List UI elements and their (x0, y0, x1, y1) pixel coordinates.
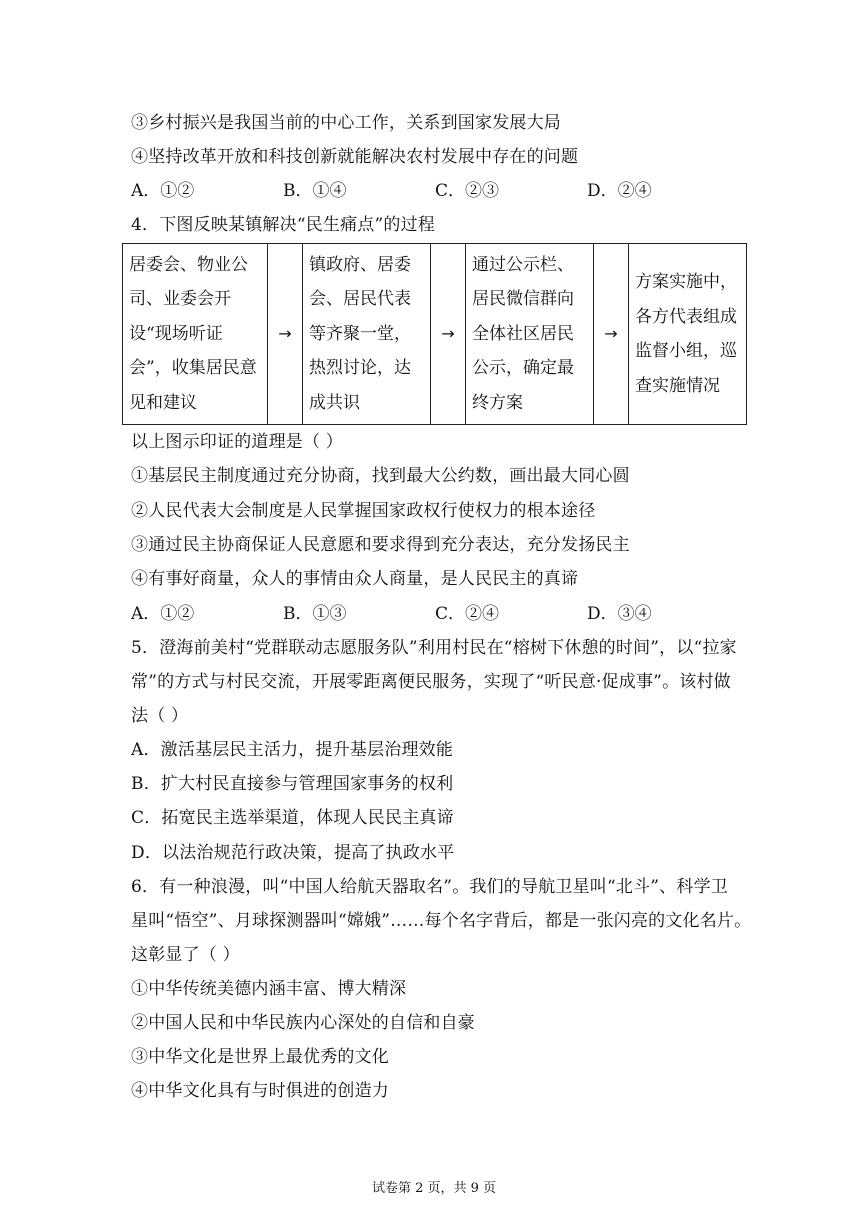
q5-stem-line-1: 5．澄海前美村“党群联动志愿服务队”利用村民在“榕树下休憩的时间”，以“拉家 (131, 638, 737, 658)
q4-question: 以上图示印证的道理是（ ） (131, 432, 344, 452)
q6-stem-line-2: 星叫“悟空”、月球探测器叫“嫦娥”……每个名字背后，都是一张闪亮的文化名片。 (131, 911, 752, 931)
q3-item-4: ④坚持改革开放和科技创新就能解决农村发展中存在的问题 (131, 147, 579, 167)
q4-option-a: A．①② (131, 604, 195, 624)
q3-option-b: B．①④ (283, 181, 347, 201)
q4-option-b: B．①③ (283, 604, 347, 624)
flow-arrow-icon: → (431, 244, 466, 425)
q5-option-b: B．扩大村民直接参与管理国家事务的权利 (131, 774, 454, 794)
q6-item-3: ③中华文化是世界上最优秀的文化 (131, 1047, 389, 1067)
q3-option-a: A．①② (131, 181, 195, 201)
q5-stem-line-2: 常”的方式与村民交流，开展零距离便民服务，实现了“听民意·促成事”。该村做 (131, 672, 731, 692)
q6-stem-line-1: 6．有一种浪漫，叫“中国人给航天器取名”。我们的导航卫星叫“北斗”、科学卫 (131, 877, 728, 897)
flow-arrow-icon: → (594, 244, 629, 425)
q4-flow-diagram (122, 243, 747, 425)
flow-arrow-icon: → (268, 244, 303, 425)
q5-option-d: D．以法治规范行政决策，提高了执政水平 (131, 843, 455, 863)
q3-item-3: ③乡村振兴是我国当前的中心工作，关系到国家发展大局 (131, 113, 561, 133)
q4-stem: 4．下图反映某镇解决“民生痛点”的过程 (131, 215, 435, 235)
q4-item-2: ②人民代表大会制度是人民掌握国家政权行使权力的根本途径 (131, 501, 596, 521)
q5-option-c: C．拓宽民主选举渠道，体现人民民主真谛 (131, 808, 454, 828)
q3-option-d: D．②④ (587, 181, 652, 201)
q6-item-4: ④中华文化具有与时俱进的创造力 (131, 1081, 389, 1101)
q5-stem-line-3: 法（ ） (131, 706, 189, 726)
page-footer: 试卷第 2 页，共 9 页 (371, 1181, 497, 1196)
flow-box-discussion: 镇政府、居委会、居民代表等齐聚一堂，热烈讨论，达成共识 (303, 244, 431, 425)
flow-box-publicity: 通过公示栏、居民微信群向全体社区居民公示，确定最终方案 (466, 244, 594, 425)
flow-box-supervision: 方案实施中，各方代表组成监督小组，巡查实施情况 (629, 244, 747, 425)
q6-item-1: ①中华传统美德内涵丰富、博大精深 (131, 979, 407, 999)
q3-option-c: C．②③ (435, 181, 500, 201)
q5-option-a: A．激活基层民主活力，提升基层治理效能 (131, 740, 454, 760)
q4-item-1: ①基层民主制度通过充分协商，找到最大公约数，画出最大同心圆 (131, 466, 630, 486)
q6-stem-line-3: 这彰显了（ ） (131, 945, 240, 965)
flow-box-hearing: 居委会、物业公司、业委会开设“现场听证会”，收集居民意见和建议 (123, 244, 268, 425)
q4-item-3: ③通过民主协商保证人民意愿和要求得到充分表达，充分发扬民主 (131, 535, 630, 555)
q4-option-c: C．②④ (435, 604, 500, 624)
q4-option-d: D．③④ (587, 604, 652, 624)
q6-item-2: ②中国人民和中华民族内心深处的自信和自豪 (131, 1013, 475, 1033)
q4-item-4: ④有事好商量，众人的事情由众人商量，是人民民主的真谛 (131, 569, 579, 589)
